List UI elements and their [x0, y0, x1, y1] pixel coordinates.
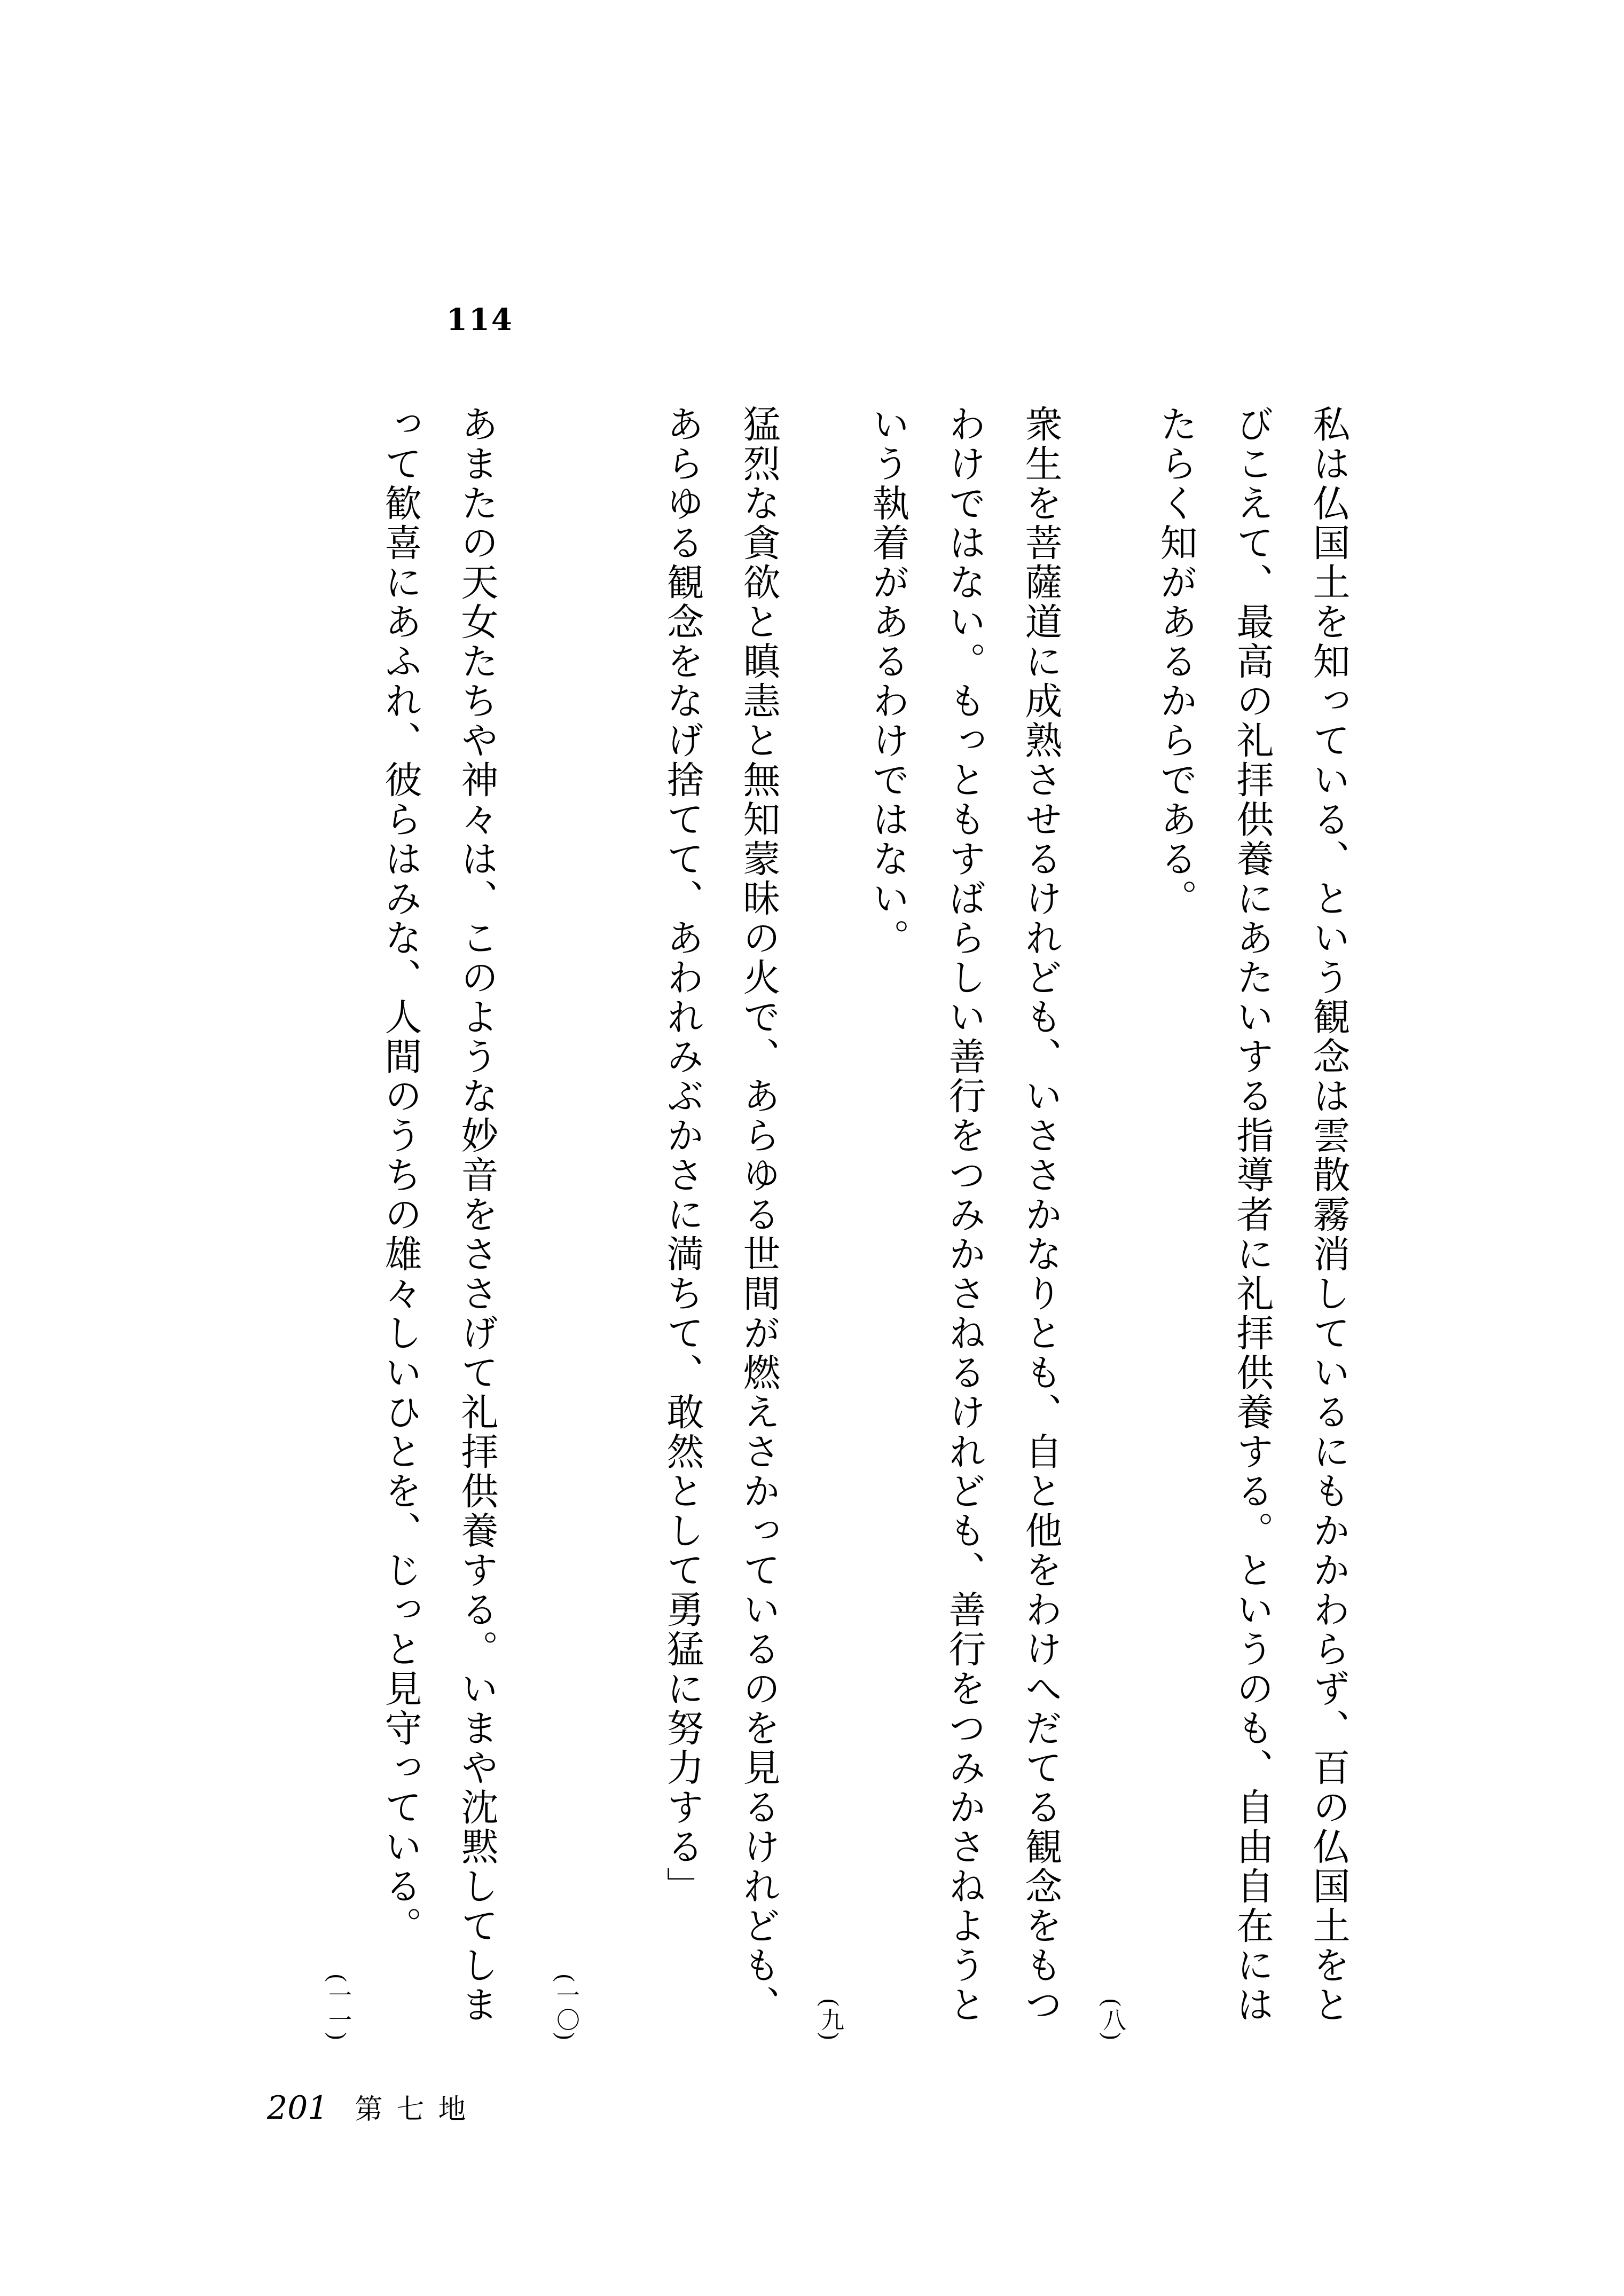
- text-column-p4-l1: あまたの天女たちや神々は、このような妙音をささげて礼拝供養する。いまや沈黙してしま: [456, 405, 497, 2025]
- text-column-p4-l2: って歓喜にあふれ、彼らはみな、人間のうちの雄々しいひとを、じっと見守っている。: [379, 405, 420, 1946]
- footer-page-number: 201: [267, 2089, 328, 2127]
- page-number: 114: [446, 302, 514, 337]
- text-column-p1-l2: びこえて、最高の礼拝供養にあたいする指導者に礼拝供養する。というのも、自由自在には: [1231, 405, 1272, 2025]
- text-column-p1-l3: たらく知があるからである。: [1155, 405, 1196, 918]
- text-column-p3-l2: あらゆる観念をなげ捨てて、あわれみぶかさに満ちて、敢然として勇猛に努力する」: [661, 405, 702, 1906]
- footer: [267, 2087, 480, 2127]
- verse-marker-11: (一一): [325, 1973, 351, 2041]
- footer-chapter-title: 第七地: [355, 2095, 480, 2125]
- text-column-p3-l1: 猛烈な貪欲と瞋恚と無知蒙昧の火で、あらゆる世間が燃えさかっているのを見るけれども、: [738, 405, 779, 2025]
- text-column-p2-l1: 衆生を菩薩道に成熟させるけれども、いささかなりとも、自と他をわけへだてる観念をもつ: [1019, 405, 1061, 2025]
- text-column-p2-l3: いう執着があるわけではない。: [867, 405, 908, 958]
- verse-marker-9: (九): [817, 1998, 843, 2041]
- verse-marker-10: (一〇): [553, 1973, 579, 2041]
- text-column-p2-l2: わけではない。もっともすばらしい善行をつみかさねるけれども、善行をつみかさねようと: [943, 405, 984, 2025]
- text-column-p1-l1: 私は仏国土を知っている、という観念は雲散霧消しているにもかかわらず、百の仏国土をと: [1307, 405, 1348, 2025]
- verse-marker-8: (八): [1099, 1998, 1125, 2041]
